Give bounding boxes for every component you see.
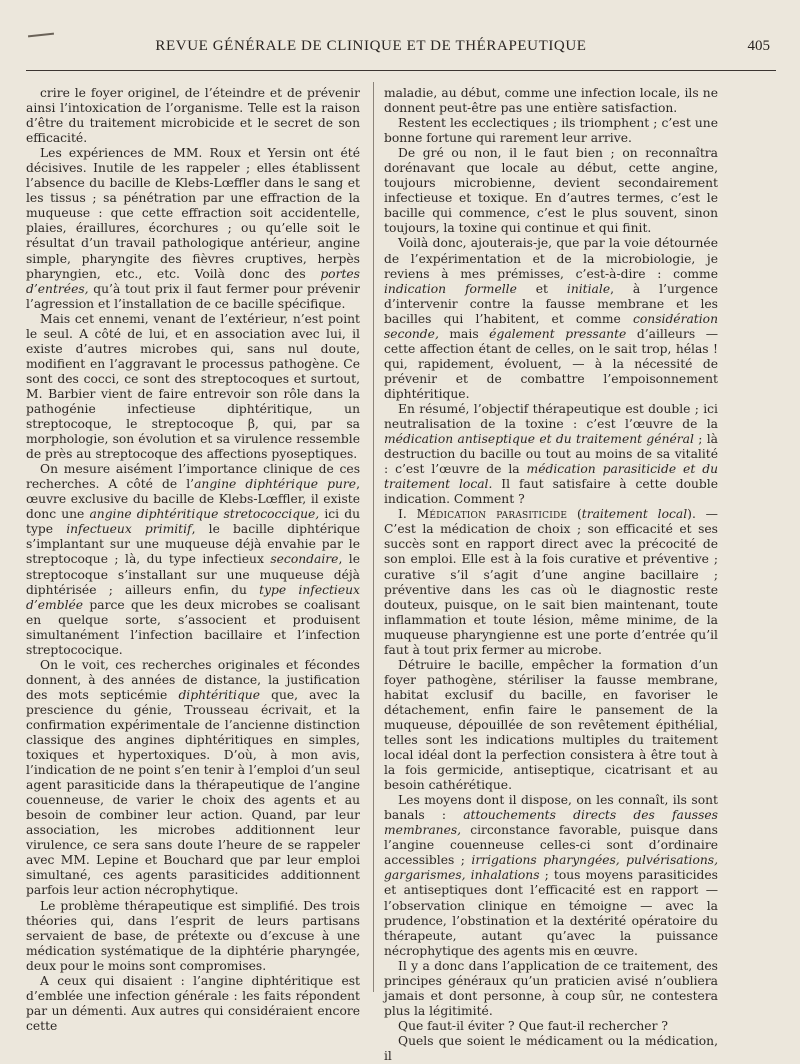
italic-text: également pressante <box>489 326 627 341</box>
text-run: De gré ou non, il le faut bien ; on reconnaîtra dorénavant que locale au début, cette angine, toujours microbienne, devient secondairement infectieuse et toxique. En d’autres termes, c’est le bacille qui commence, c’est le plus souvent, sinon toujours, la toxine qui continue et qui finit. <box>384 146 718 236</box>
text-run: A ceux qui disaient : l’angine diphtéritique est d’emblée une infection générale : les faits répondent par un démenti. Aux autres qui considéraient encore cette <box>26 973 360 1033</box>
paragraph <box>384 507 718 657</box>
text-run: d’ailleurs — cette affection étant de celles, on le sait trop, hélas ! qui, rapidement, évoluent, — à la nécessité de prévenir et de combattre l’empoisonnement diphtéritique. <box>384 326 718 401</box>
left-column <box>26 86 360 1034</box>
text-run: crire le foyer originel, de l’éteindre et de prévenir ainsi l’intoxication de l’organisme. Telle est la raison d’être du traitement microbicide et le secret de son efficacité. <box>26 86 360 146</box>
text-run: Quels que soient le médicament ou la médication, il <box>384 1033 718 1063</box>
text-run: Que faut-il éviter ? Que faut-il rechercher ? <box>398 1018 668 1033</box>
italic-text: attouchements directs des fausses membranes, <box>384 808 718 838</box>
paragraph <box>384 146 718 236</box>
italic-text: diphtéritique <box>178 687 261 702</box>
text-run: que, avec la prescience du génie, Trousseau écrivait, et la confirmation expérimentale de l’ancienne distinction classique des angines diphtéritiques en simples, toxiques et hypertoxiques. D’où, à mon avis, l’indication de ne point s’en tenir à l’emploi d’un seul agent parasiticide dans la thérapeutique de l’angine couenneuse, de varier le choix des agents et au besoin de combiner leur action. Quand, par leur association, les microbes additionnent leur virulence, ce sera sans doute l’heure de se rappeler avec MM. Lepine et Bouchard que par leur emploi simultané, ces agents parasiticides additionnent parfois leur action nécrophytique. <box>26 687 360 898</box>
small-caps-heading: Médication parasiticide <box>416 507 568 522</box>
italic-text: portes d’entrées, <box>26 266 360 296</box>
text-run: Il faut satisfaire à cette double indication. Comment ? <box>384 477 718 507</box>
paragraph <box>26 974 360 1034</box>
page-number: 405 <box>747 38 770 54</box>
right-column <box>384 86 718 1064</box>
paragraph <box>26 462 360 658</box>
text-run: circonstance favorable, puisque dans l’angine couenneuse celles-ci sont d’ordinaire accessibles ; <box>384 823 718 868</box>
text-run: Détruire le bacille, empêcher la formation d’un foyer pathogène, stériliser la fausse membrane, habitat exclusif du bacille, en favoriser le détachement, enfin faire le pansement de la muqueuse, dépouillée de son revêtement épithélial, telles sont les indications multiples du traitement local idéal dont la perfection consistera à être tout à la fois germicide, antiseptique, cicatrisant et au besoin cathérétique. <box>384 657 718 793</box>
paragraph <box>26 312 360 462</box>
text-run: On mesure aisément l’importance clinique de ces recherches. A côté de l’ <box>26 462 360 492</box>
paragraph <box>26 899 360 974</box>
italic-text: considération seconde, <box>384 311 718 341</box>
text-run: parce que les deux microbes se coalisant en quelque sorte, s’associent et produisent simultanément l’infection bacillaire et l’infection streptococique. <box>26 597 360 657</box>
text-run: Voilà donc, ajouterais-je, que par la voie détournée de l’expérimentation et de la microbiologie, je reviens à mes prémisses, c’est-à-dire : comme <box>384 236 718 281</box>
paragraph <box>384 658 718 793</box>
text-run: , le streptocoque s’installant sur une muqueuse déjà diphtérisée ; ailleurs enfin, du <box>26 552 360 597</box>
text-run: Les expériences de MM. Roux et Yersin ont été décisives. Inutile de les rappeler ; elles établissent l’absence du bacille de Klebs-Lœffler dans le sang et les tissus ; sa pénétration par une effraction de la muqueuse : que cette effraction soit accidentelle, plaies, éraillures, écorchures ; ou qu’elle soit le résultat d’un travail pathologique antérieur, angine simple, pharyngite des fièvres cruptives, herpès pharyngien, etc., etc. Voilà donc des <box>26 146 360 281</box>
italic-text: secondaire <box>270 552 339 567</box>
italic-text: médication parasiticide et du traitement local. <box>384 462 718 492</box>
italic-text: infectueux primitif <box>66 522 192 537</box>
text-run: On le voit, ces recherches originales et fécondes donnent, à des années de distance, la justification des mots septicémie <box>26 657 360 702</box>
italic-text: angine diphtérique pure <box>194 477 357 492</box>
column-divider <box>373 82 374 992</box>
text-run: ; tous moyens parasiticides et antiseptiques dont l’efficacité est en rapport — l’observation clinique en témoigne — avec la prudence, l’obstination et la dextérité opératoire du thérapeute, autant qu’avec la puissance nécrophytique des agents mis en œuvre. <box>384 868 718 958</box>
italic-text: angine diphtéritique stretococcique, <box>89 507 320 522</box>
text-run: ). — C’est la médication de choix ; son efficacité et ses succès sont en rapport direct avec la précocité de son emploi. Elle est à la fois curative et préventive ; curative s’il s’agit d’une angine bacillaire ; préventive dans les cas où le diagnostic reste douteux, puisque, on le sait bien maintenant, toute inflammation et toute lésion, même minime, de la muqueuse pharyngienne est une porte d’entrée qu’il faut à tout prix fermer au microbe. <box>384 507 718 657</box>
text-run: Les moyens dont il dispose, on les connaît, ils sont banals : <box>384 793 718 823</box>
paragraph <box>384 402 718 507</box>
text-run: et <box>516 281 567 296</box>
text-run: mais <box>438 326 490 341</box>
italic-text: type infectieux d’emblée <box>26 582 360 612</box>
header-rule <box>26 70 776 71</box>
paragraph <box>26 86 360 146</box>
italic-text: traitement local <box>581 507 688 522</box>
text-run: ( <box>567 507 582 522</box>
paragraph <box>26 658 360 899</box>
text-run: Le problème thérapeutique est simplifié. Des trois théories qui, dans l’esprit de leurs partisans servaient de base, de prétexte ou d’excuse à une médication systématique de la diphtérie pharyngée, deux pour le moins sont compromises. <box>26 898 360 973</box>
text-run: ; là destruction du bacille ou tout au moins de sa vitalité : c’est l’œuvre de la <box>384 432 718 477</box>
page-header <box>20 36 770 62</box>
italic-text: médication antiseptique et du traitement général <box>384 432 694 447</box>
text-run: , œuvre exclusive du bacille de Klebs-Lœffler, il existe donc une <box>26 477 361 522</box>
paragraph <box>384 959 718 1019</box>
text-run: En résumé, l’objectif thérapeutique est double ; ici neutralisation de la toxine : c’est l’œuvre de la <box>384 401 718 432</box>
italic-text: initiale <box>566 281 611 296</box>
text-run: , le bacille diphtérique s’implantant sur une muqueuse déjà envahie par le streptocoque ; là, du type infectieux <box>26 522 360 567</box>
paragraph <box>384 1034 718 1064</box>
running-title: REVUE GÉNÉRALE DE CLINIQUE ET DE THÉRAPEUTIQUE <box>155 38 587 54</box>
italic-text: irrigations pharyngées, pulvérisations, gargarismes, inhalations <box>384 853 718 883</box>
paragraph <box>384 236 718 402</box>
paragraph <box>384 116 718 146</box>
text-run: Restent les ecclectiques ; ils triomphent ; c’est une bonne fortune qui rarement leur arrive. <box>384 116 718 146</box>
paragraph <box>384 1019 718 1034</box>
text-run: Mais cet ennemi, venant de l’extérieur, n’est point le seul. A côté de lui, et en association avec lui, il existe d’autres microbes qui, sans nul doute, modifient en l’aggravant le processus pathogène. Ce sont des cocci, ce sont des streptocoques et surtout, M. Barbier vient de faire entrevoir son rôle dans la pathogénie infectieuse diphtéritique, un streptocoque, le streptocoque β, qui, par sa morphologie, son évolution et sa virulence ressemble de près au streptocoque des affections pyoseptiques. <box>26 311 360 462</box>
paragraph <box>26 146 360 312</box>
text-run: qu’à tout prix il faut fermer pour prévenir l’agression et l’installation de ce bacille spécifique. <box>26 281 360 311</box>
text-run: maladie, au début, comme une infection locale, ils ne donnent peut-être pas une entière satisfaction. <box>384 86 718 116</box>
paragraph <box>384 86 718 116</box>
text-run: Il y a donc dans l’application de ce traitement, des principes généraux qu’un praticien avisé n’oubliera jamais et dont personne, à coup sûr, ne contestera plus la légitimité. <box>384 958 718 1018</box>
text-run: , à l’urgence d’intervenir contre la fausse membrane et les bacilles qui l’habitent, et comme <box>384 281 718 326</box>
text-run: I. <box>398 507 417 522</box>
text-run: ici du type <box>26 507 360 537</box>
paragraph <box>384 793 718 959</box>
italic-text: indication formelle <box>384 281 517 296</box>
